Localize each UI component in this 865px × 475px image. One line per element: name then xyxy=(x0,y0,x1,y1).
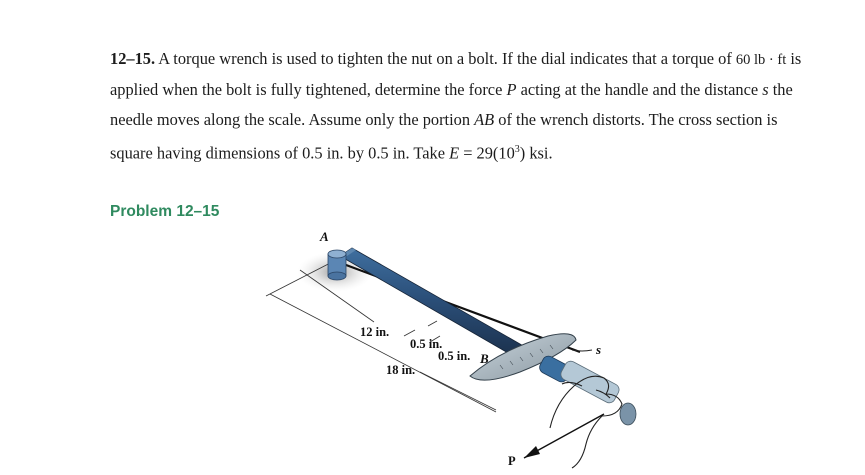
s-leader xyxy=(572,350,592,351)
bolt-head xyxy=(328,250,346,280)
torque-value: 60 lb · ft xyxy=(735,52,787,68)
variable-e: E xyxy=(449,143,460,163)
label-b: B xyxy=(480,351,489,366)
wrench-handle xyxy=(538,354,636,425)
exponent: 3 xyxy=(514,144,520,155)
label-s: s xyxy=(596,342,602,357)
label-p: P xyxy=(508,454,516,468)
problem-text-1: A torque wrench is used to tighten the nut on a bolt. If the dial indicates that a torque of xyxy=(155,49,736,68)
problem-text-3: acting at the handle and the distance xyxy=(516,80,763,99)
problem-text-6: = 29(10 xyxy=(459,143,515,163)
problem-text-2: is applied when the bolt is fully tightened, determine the force xyxy=(110,49,802,99)
problem-text-5: of the wrench distorts. The cross section is square having dimensions of 0.5 in. by 0.5 in. Take xyxy=(110,110,778,163)
force-arrow-p xyxy=(524,414,604,458)
figure-caption: Problem 12–15 xyxy=(110,203,220,220)
dim-0-5-in-a: 0.5 in. xyxy=(410,337,443,351)
variable-ab: AB xyxy=(474,110,495,129)
problem-text-4: the needle moves along the scale. Assume only the portion xyxy=(110,80,793,129)
dim-0-5-in-b: 0.5 in. xyxy=(438,349,471,363)
variable-p: P xyxy=(506,80,517,99)
dim-18-in: 18 in. xyxy=(386,363,416,377)
problem-number: 12–15. xyxy=(110,49,156,68)
label-a: A xyxy=(320,229,329,244)
variable-s: s xyxy=(762,80,769,99)
problem-text-7: ) ksi. xyxy=(519,143,553,163)
dim-12-in: 12 in. xyxy=(360,325,390,339)
